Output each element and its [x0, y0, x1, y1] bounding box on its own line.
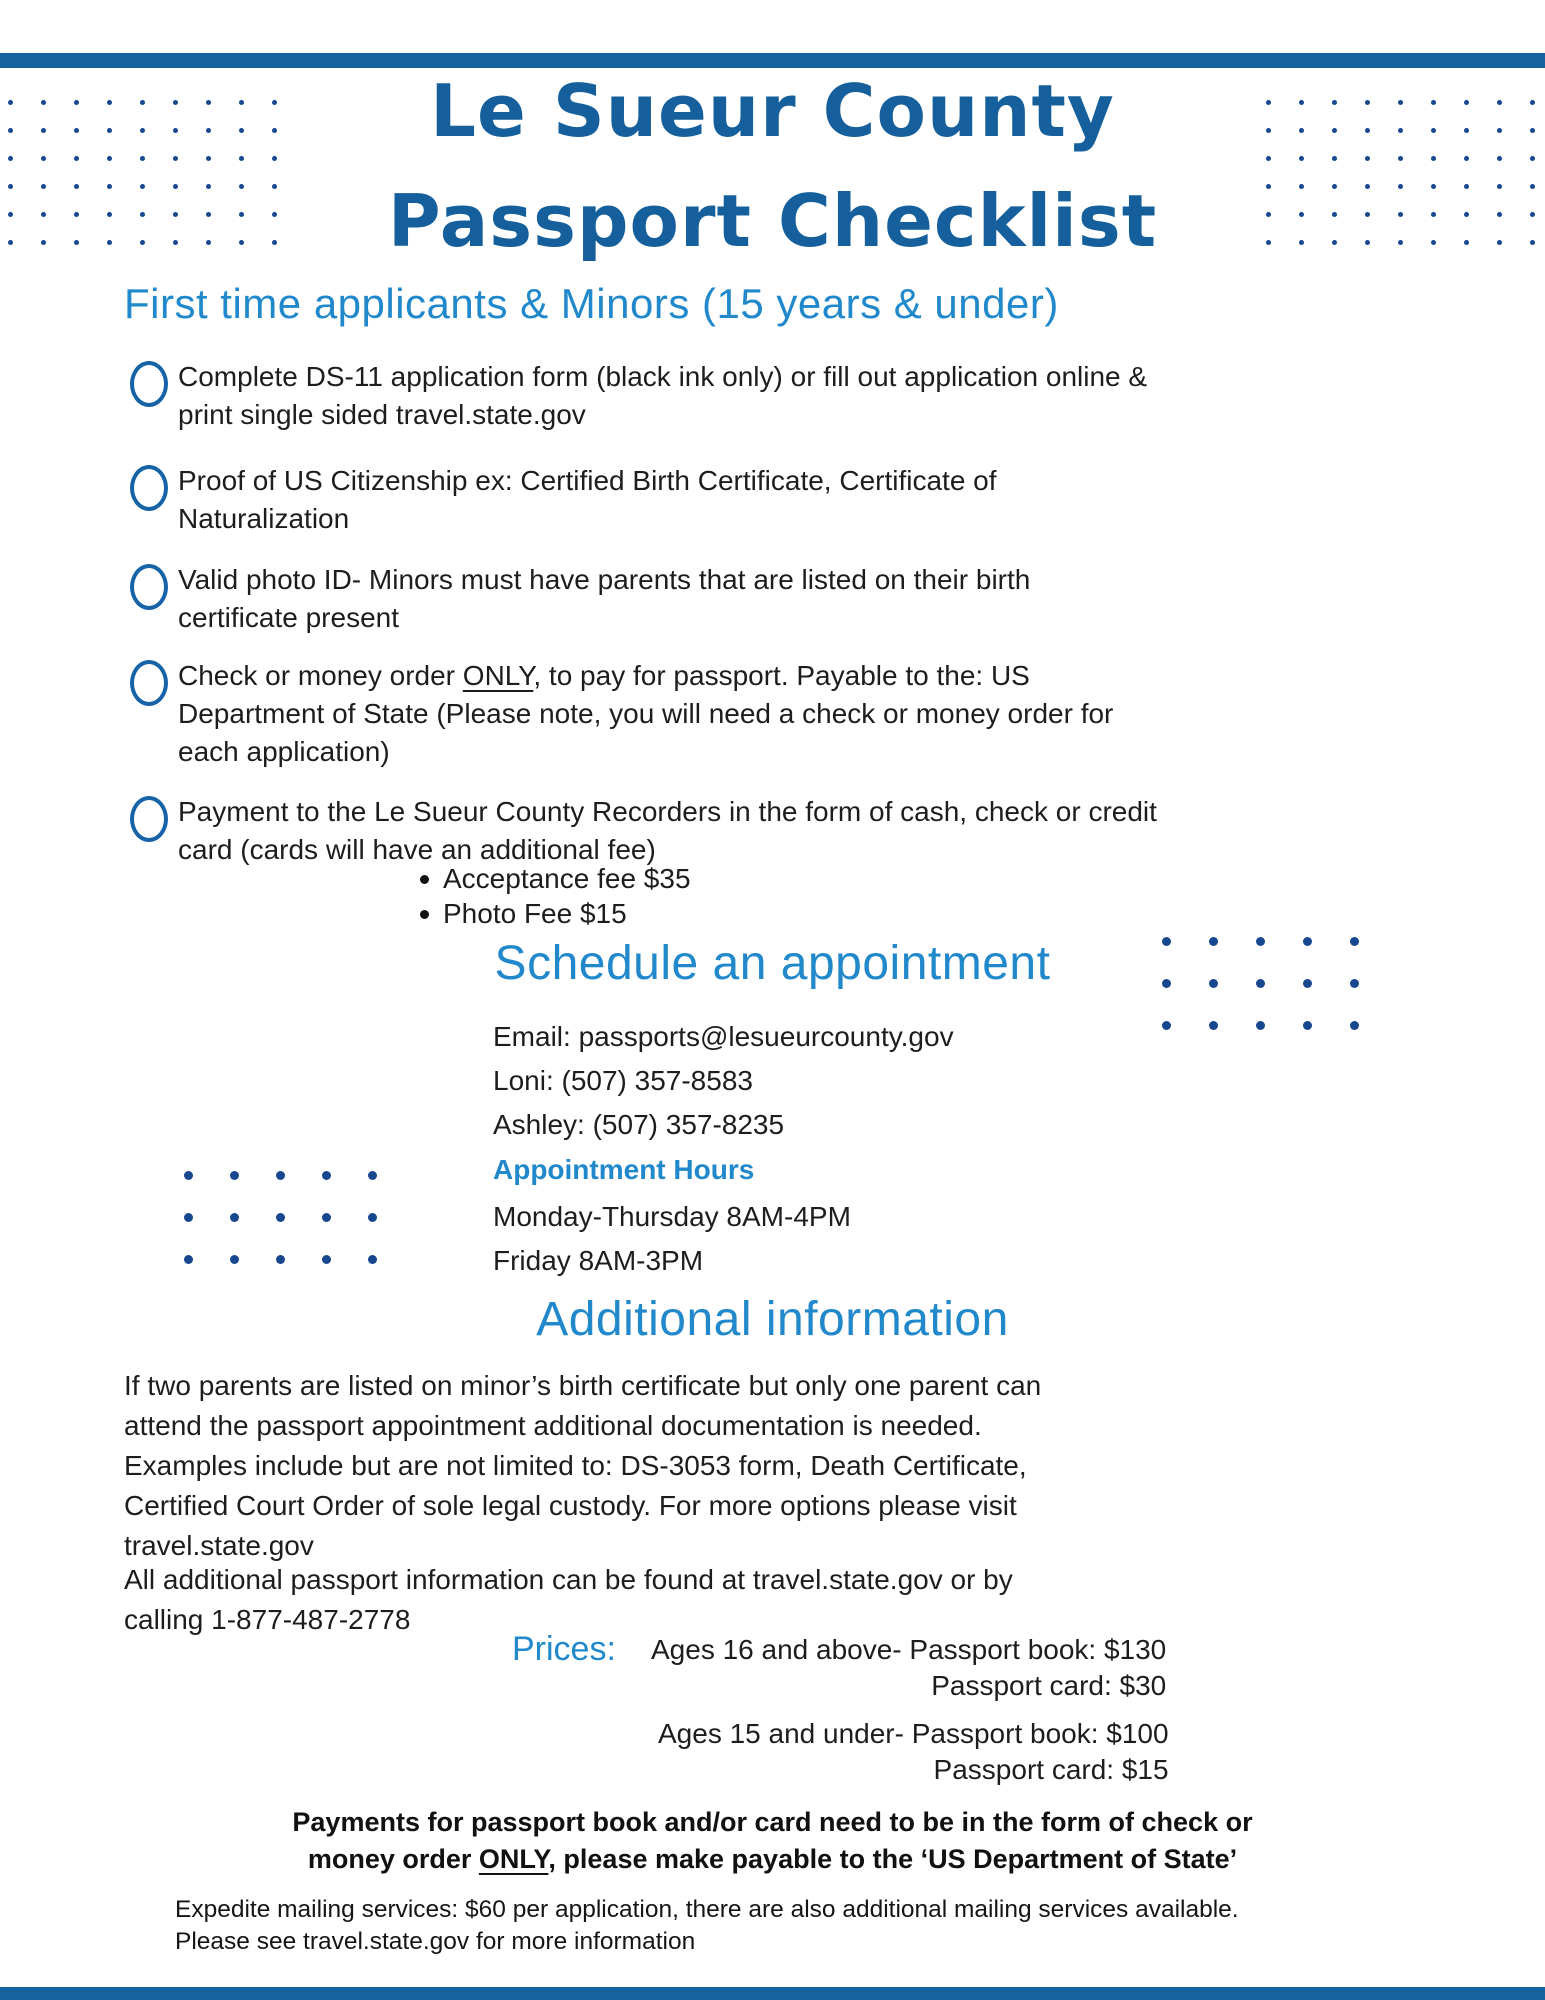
- price-line: Passport card: $30: [931, 1670, 1167, 1701]
- price-line: Ages 15 and under- Passport book: $100: [658, 1718, 1169, 1749]
- decorative-dot: [1464, 156, 1469, 161]
- section-heading-additional-information: Additional information: [536, 1293, 1009, 1346]
- decorative-dot: [184, 1171, 193, 1180]
- decorative-dot: [1299, 156, 1304, 161]
- checklist-item-line: card (cards will have an additional fee): [178, 834, 656, 865]
- decorative-dot: [184, 1255, 193, 1264]
- paragraph-line: If two parents are listed on minor’s birth certificate but only one parent can: [124, 1370, 1042, 1401]
- checklist-item-line: Payment to the Le Sueur County Recorders in the form of cash, check or credit: [178, 796, 1157, 827]
- paragraph-line: Certified Court Order of sole legal custody. For more options please visit: [124, 1490, 1017, 1521]
- appointment-hours-heading: Appointment Hours: [493, 1154, 755, 1185]
- decorative-dot: [1431, 156, 1436, 161]
- checklist-item-line: Department of State (Please note, you will need a check or money order for: [178, 698, 1114, 729]
- decorative-dot: [1350, 1021, 1359, 1030]
- checklist-item: [130, 462, 1390, 538]
- checkbox-circle-icon: [130, 796, 168, 842]
- decorative-dot: [184, 1213, 193, 1222]
- expedite-note: [175, 1894, 1239, 1958]
- decorative-dot: [1350, 979, 1359, 988]
- decorative-dot: [368, 1255, 377, 1264]
- checklist-item: [130, 793, 1390, 869]
- expedite-line: Please see travel.state.gov for more information: [175, 1928, 696, 1955]
- contact-phone-ashley: Ashley: (507) 357-8235: [493, 1109, 785, 1140]
- additional-paragraph-2: [124, 1560, 1013, 1640]
- section-heading-schedule-appointment: Schedule an appointment: [494, 937, 1051, 990]
- price-line: Passport card: $15: [933, 1754, 1169, 1785]
- checklist-item-line: print single sided travel.state.gov: [178, 399, 586, 430]
- fee-bullet-item: [420, 862, 691, 896]
- decorative-dot: [74, 156, 79, 161]
- decorative-dot: [1497, 156, 1502, 161]
- decorative-dot: [1530, 156, 1535, 161]
- checkbox-circle-icon: [130, 361, 168, 407]
- decorative-dot: [322, 1213, 331, 1222]
- decorative-dot: [322, 1255, 331, 1264]
- checklist-item: [130, 358, 1390, 434]
- checklist-item-line: certificate present: [178, 602, 399, 633]
- decorative-dot: [206, 156, 211, 161]
- decorative-dot: [1162, 937, 1171, 946]
- section-heading-first-time-applicants: First time applicants & Minors (15 years & under): [124, 280, 1059, 327]
- underlined-text: ONLY: [462, 660, 534, 691]
- checklist-item-line: Proof of US Citizenship ex: Certified Birth Certificate, Certificate of: [178, 465, 997, 496]
- checklist-item-line: Naturalization: [178, 503, 350, 534]
- checkbox-circle-icon: [130, 465, 168, 511]
- decorative-dot: [368, 1213, 377, 1222]
- checklist-item-line: each application): [178, 736, 390, 767]
- decorative-dot: [1350, 937, 1359, 946]
- decorative-dot: [1162, 979, 1171, 988]
- payment-note: [0, 1804, 1545, 1878]
- decorative-dot: [276, 1171, 285, 1180]
- decorative-dot: [1209, 937, 1218, 946]
- underlined-text: ONLY: [478, 1844, 549, 1874]
- price-group-ages-16-above: [651, 1632, 1166, 1704]
- paragraph-line: All additional passport information can be found at travel.state.gov or by: [124, 1564, 1013, 1595]
- page-title-line2: Passport Checklist: [387, 179, 1158, 263]
- decorative-dot: [173, 156, 178, 161]
- paragraph-line: attend the passport appointment additional documentation is needed.: [124, 1410, 982, 1441]
- paragraph-line: Examples include but are not limited to: DS-3053 form, Death Certificate,: [124, 1450, 1027, 1481]
- fee-bullet-label: Acceptance fee $35: [443, 863, 691, 894]
- checkbox-circle-icon: [130, 564, 168, 610]
- decorative-dot: [41, 156, 46, 161]
- decorative-dot: [230, 1255, 239, 1264]
- decorative-dot: [8, 156, 13, 161]
- paragraph-line: calling 1-877-487-2778: [124, 1604, 411, 1635]
- checklist-item-line: Complete DS-11 application form (black ink only) or fill out application online &: [178, 361, 1148, 392]
- checklist-item: [130, 657, 1390, 771]
- decorative-dot: [107, 156, 112, 161]
- bullet-dot-icon: [420, 910, 429, 919]
- decorative-dot: [1162, 1021, 1171, 1030]
- decorative-dot: [239, 156, 244, 161]
- decorative-dot: [322, 1171, 331, 1180]
- decorative-dot: [1256, 937, 1265, 946]
- decorative-dot: [272, 156, 277, 161]
- bottom-border-bar: [0, 1987, 1545, 2000]
- payment-note-line: money order ONLY, please make payable to the ‘US Department of State’: [307, 1844, 1238, 1874]
- decorative-dot: [368, 1171, 377, 1180]
- checklist-item-line: Check or money order ONLY, to pay for passport. Payable to the: US: [178, 660, 1030, 691]
- payment-note-line: Payments for passport book and/or card need to be in the form of check or: [292, 1807, 1253, 1837]
- fee-bullet-item: [420, 897, 627, 931]
- paragraph-line: travel.state.gov: [124, 1530, 314, 1561]
- contact-email: Email: passports@lesueurcounty.gov: [493, 1021, 954, 1052]
- checkbox-circle-icon: [130, 660, 168, 706]
- decorative-dot: [1256, 1021, 1265, 1030]
- expedite-line: Expedite mailing services: $60 per application, there are also additional mailing services available.: [175, 1896, 1239, 1923]
- decorative-dot: [230, 1171, 239, 1180]
- checklist-item-line: Valid photo ID- Minors must have parents that are listed on their birth: [178, 564, 1031, 595]
- checklist-item: [130, 561, 1390, 637]
- top-border-bar: [0, 53, 1545, 68]
- additional-paragraph-1: [124, 1366, 1041, 1566]
- decorative-dot: [1365, 156, 1370, 161]
- contact-phone-loni: Loni: (507) 357-8583: [493, 1065, 753, 1096]
- price-group-ages-15-under: [658, 1716, 1169, 1788]
- decorative-dot: [1209, 1021, 1218, 1030]
- decorative-dot: [1256, 979, 1265, 988]
- decorative-dot: [140, 156, 145, 161]
- decorative-dot: [1398, 156, 1403, 161]
- decorative-dot: [1303, 937, 1312, 946]
- decorative-dot: [1209, 979, 1218, 988]
- hours-friday: Friday 8AM-3PM: [493, 1245, 704, 1276]
- bullet-dot-icon: [420, 875, 429, 884]
- fee-bullet-label: Photo Fee $15: [443, 898, 627, 929]
- decorative-dot: [1332, 156, 1337, 161]
- decorative-dot: [276, 1213, 285, 1222]
- decorative-dot: [1303, 1021, 1312, 1030]
- decorative-dot: [276, 1255, 285, 1264]
- decorative-dot: [1303, 979, 1312, 988]
- page-title-line1: Le Sueur County: [430, 69, 1115, 153]
- hours-weekdays: Monday-Thursday 8AM-4PM: [493, 1201, 851, 1232]
- price-line: Ages 16 and above- Passport book: $130: [651, 1634, 1167, 1665]
- decorative-dot: [1266, 156, 1271, 161]
- decorative-dot: [230, 1213, 239, 1222]
- prices-label: Prices:: [512, 1630, 616, 1668]
